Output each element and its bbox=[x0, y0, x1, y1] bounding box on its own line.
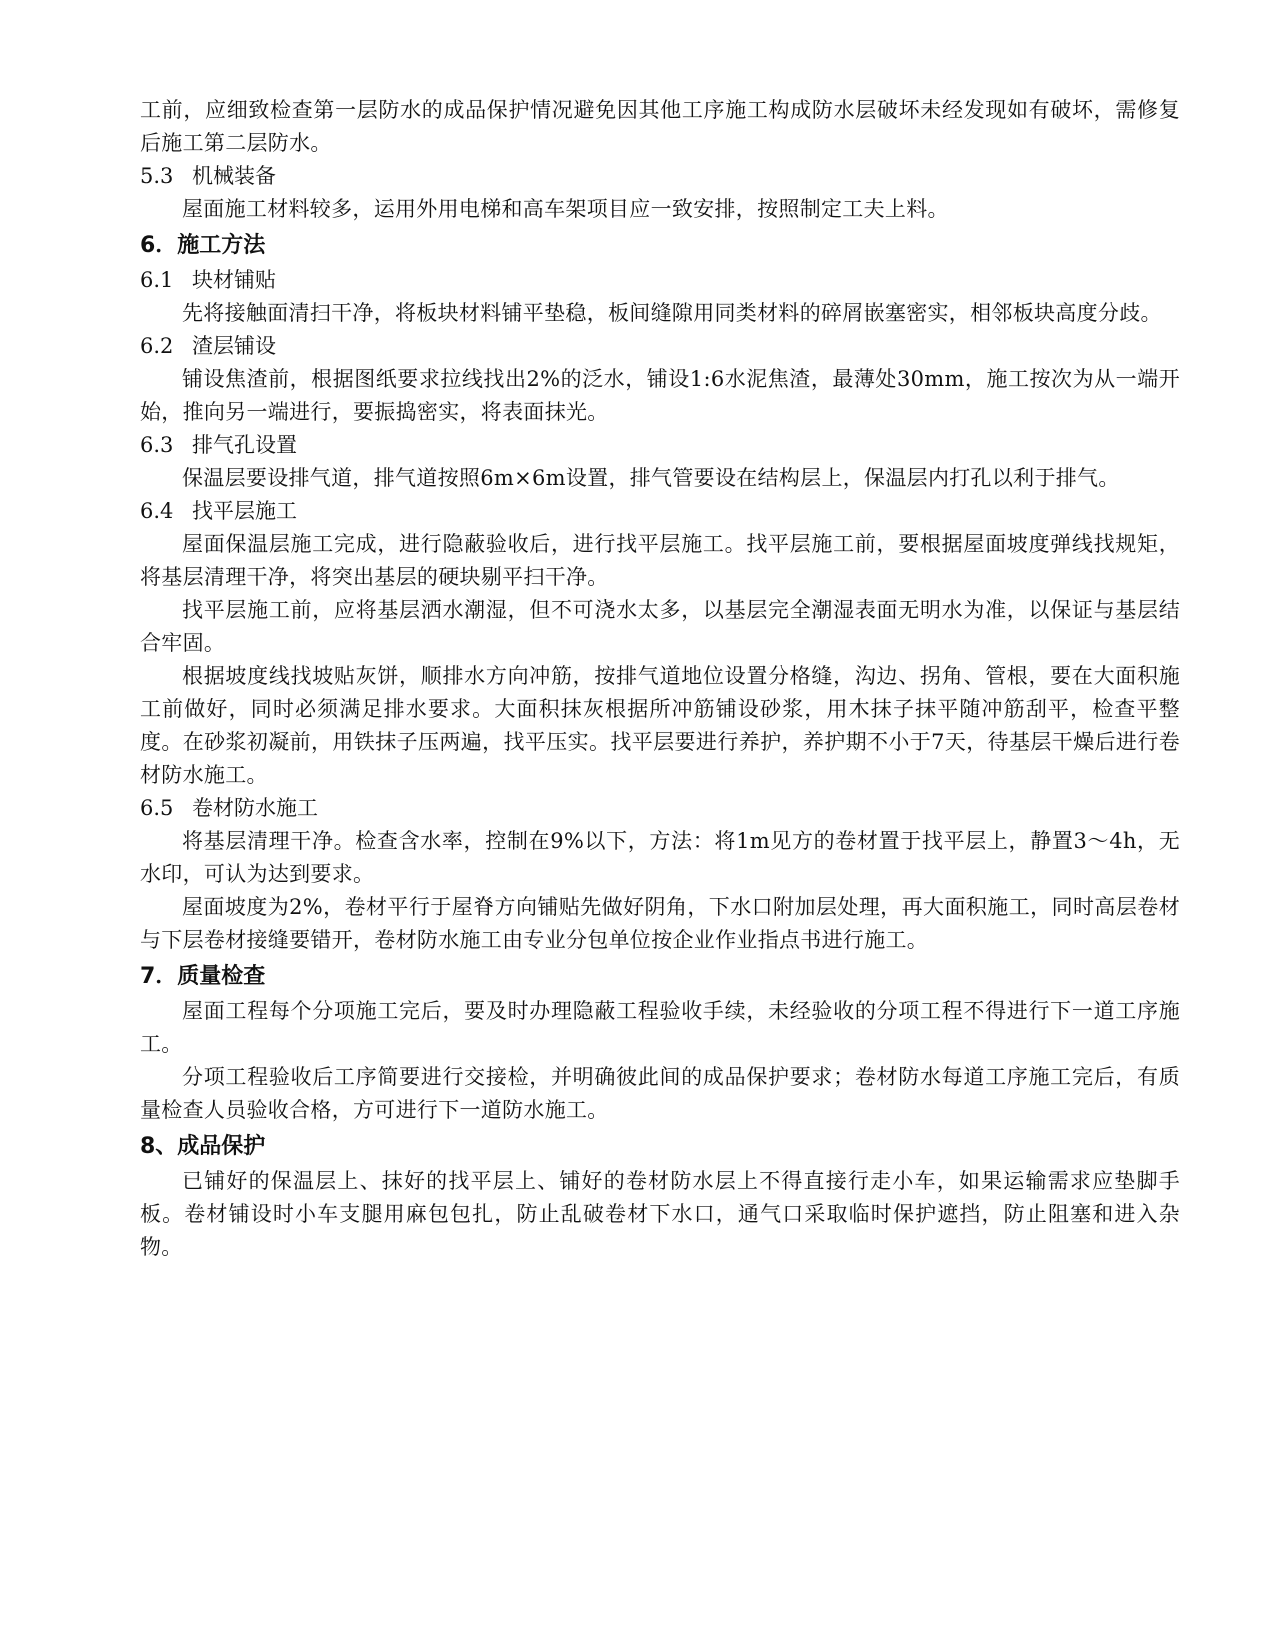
section-5-3-paragraph: 屋面施工材料较多，运用外用电梯和高车架项目应一致安排，按照制定工夫上料。 bbox=[182, 197, 949, 221]
document-page bbox=[140, 94, 1180, 1264]
section-6-3-paragraph: 保温层要设排气道，排气道按照6m×6m设置，排气管要设在结构层上，保温层内打孔以利于排气。 bbox=[182, 466, 1120, 490]
section-5-3-heading bbox=[140, 160, 1180, 193]
section-6-2-paragraph: 铺设焦渣前，根据图纸要求拉线找出2%的泛水，铺设1:6水泥焦渣，最薄处30mm，施工按次为从一端开始，推向另一端进行，要振捣密实，将表面抹光。 bbox=[140, 367, 1180, 424]
section-6-1-heading bbox=[140, 264, 1180, 297]
section-6-4-paragraph-1: 屋面保温层施工完成，进行隐蔽验收后，进行找平层施工。找平层施工前，要根据屋面坡度弹线找规矩，将基层清理干净，将突出基层的硬块剔平扫干净。 bbox=[140, 532, 1180, 589]
section-7-paragraph-2: 分项工程验收后工序简要进行交接检，并明确彼此间的成品保护要求；卷材防水每道工序施工完后，有质量检查人员验收合格，方可进行下一道防水施工。 bbox=[140, 1065, 1180, 1122]
section-8-paragraph: 已铺好的保温层上、抹好的找平层上、铺好的卷材防水层上不得直接行走小车，如果运输需求应垫脚手板。卷材铺设时小车支腿用麻包包扎，防止乱破卷材下水口，通气口采取临时保护遮挡，防止阻塞和进入杂物。 bbox=[140, 1169, 1180, 1259]
section-title: 找平层施工 bbox=[192, 499, 297, 523]
section-6-4-paragraph-2: 找平层施工前，应将基层洒水潮湿，但不可浇水太多，以基层完全潮湿表面无明水为准，以保证与基层结合牢固。 bbox=[140, 598, 1180, 655]
section-number: 6.4 bbox=[140, 499, 174, 523]
section-6-3-heading bbox=[140, 429, 1180, 462]
section-6-1-paragraph: 先将接触面清扫干净，将板块材料铺平垫稳，板间缝隙用同类材料的碎屑嵌塞密实，相邻板块高度分歧。 bbox=[182, 301, 1162, 325]
section-number: 6.2 bbox=[140, 334, 174, 358]
intro-paragraph: 工前，应细致检查第一层防水的成品保护情况避免因其他工序施工构成防水层破坏未经发现如有破坏，需修复后施工第二层防水。 bbox=[140, 98, 1180, 155]
section-8-heading: 8、成品保护 bbox=[140, 1134, 266, 1159]
section-number: 6.1 bbox=[140, 268, 174, 292]
section-title: 机械装备 bbox=[192, 164, 276, 188]
section-number: 6.3 bbox=[140, 433, 174, 457]
section-6-2-heading bbox=[140, 330, 1180, 363]
section-6-5-paragraph-2: 屋面坡度为2%，卷材平行于屋脊方向铺贴先做好阴角，下水口附加层处理，再大面积施工，同时高层卷材与下层卷材接缝要错开，卷材防水施工由专业分包单位按企业作业指点书进行施工。 bbox=[140, 895, 1180, 952]
section-title: 卷材防水施工 bbox=[192, 796, 318, 820]
section-6-4-heading bbox=[140, 495, 1180, 528]
section-title: 渣层铺设 bbox=[192, 334, 276, 358]
section-7-paragraph-1: 屋面工程每个分项施工完后，要及时办理隐蔽工程验收手续，未经验收的分项工程不得进行下一道工序施工。 bbox=[140, 999, 1180, 1056]
section-7-heading: 7．质量检查 bbox=[140, 964, 266, 989]
section-title: 排气孔设置 bbox=[192, 433, 297, 457]
section-title: 块材铺贴 bbox=[192, 268, 276, 292]
section-6-heading: 6．施工方法 bbox=[140, 233, 266, 258]
section-6-4-paragraph-3: 根据坡度线找坡贴灰饼，顺排水方向冲筋，按排气道地位设置分格缝，沟边、拐角、管根，要在大面积施工前做好，同时必须满足排水要求。大面积抹灰根据所冲筋铺设砂浆，用木抹子抹平随冲筋刮平，检查平整度。在砂浆初凝前，用铁抹子压两遍，找平压实。找平层要进行养护，养护期不小于7天，待基层干燥后进行卷材防水施工。 bbox=[140, 664, 1180, 787]
section-number: 5.3 bbox=[140, 164, 174, 188]
section-6-5-heading bbox=[140, 792, 1180, 825]
section-number: 6.5 bbox=[140, 796, 174, 820]
section-6-5-paragraph-1: 将基层清理干净。检查含水率，控制在9%以下，方法：将1m见方的卷材置于找平层上，静置3～4h，无水印，可认为达到要求。 bbox=[140, 829, 1180, 886]
